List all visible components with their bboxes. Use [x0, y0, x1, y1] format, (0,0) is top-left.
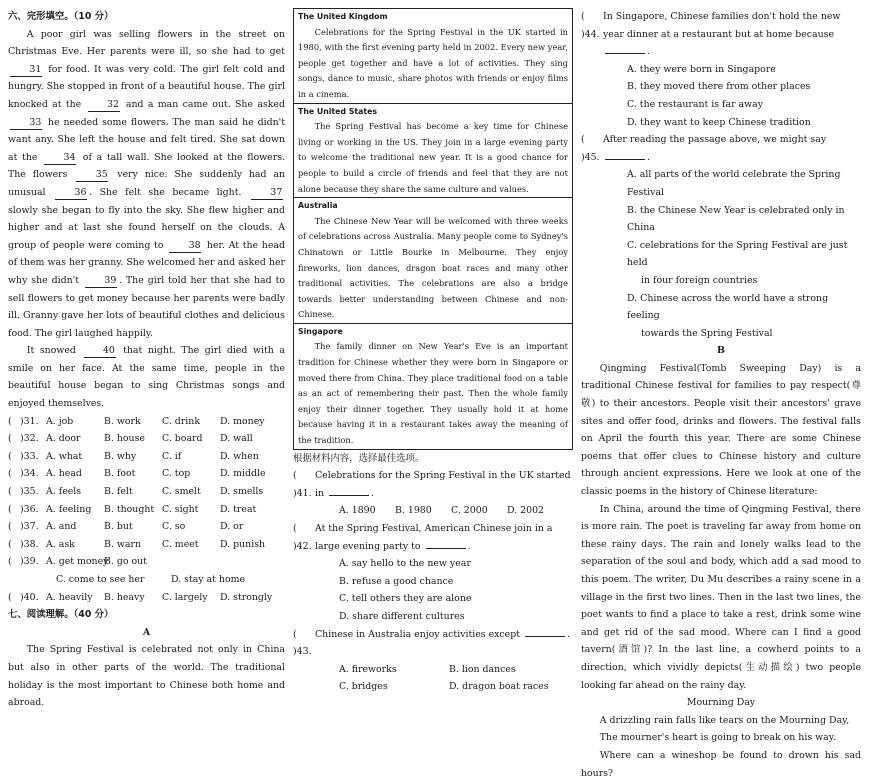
question-42: ( )42. At the Spring Festival, American Chinese join in a large evening party to . — [293, 523, 553, 552]
blank-36: 36 — [55, 186, 87, 200]
passage-text: . She felt she became light. — [89, 186, 249, 198]
blank-33: 33 — [10, 116, 42, 130]
column-middle — [293, 8, 573, 696]
blank-32: 32 — [88, 98, 120, 112]
passage-text: A poor girl was selling flowers in the street on Christmas Eve. Her parents were ill, so she had to get — [8, 28, 285, 58]
passage-a-label: A — [142, 626, 151, 638]
question-44: ( )44. In Singapore, Chinese families don't hold the new year dinner at a restaurant but at home because . — [581, 11, 841, 58]
question-39-cd: C. come to see her D. stay at home — [56, 574, 246, 585]
q45-option-c: C. celebrations for the Spring Festival are just held — [627, 239, 848, 269]
section-7-title: 七、阅读理解。（40 分） — [8, 609, 114, 621]
poem-line-1: A drizzling rain falls like tears on the Mourning Day, — [599, 714, 850, 726]
blank-31: 31 — [10, 63, 42, 77]
q42-option-a: A. say hello to the new year — [339, 558, 471, 570]
question-33: ( )33. A. what B. why C. if D. when — [8, 450, 259, 462]
question-38: ( )38. A. ask B. warn C. meet D. punish — [8, 538, 266, 550]
passage-text: that night. The girl died with a smile on her face. At the same time, people in the beautiful house began to sing Christmas songs and enjoyed themselves. — [8, 345, 285, 410]
passage-text: It snowed — [26, 345, 82, 357]
country-box — [293, 8, 573, 450]
passage-a-intro: The Spring Festival is celebrated not only in China but also in other parts of the world. The traditional holiday is the most important to Chinese both home and abroad. — [8, 644, 285, 709]
question-36: ( )36. A. feeling B. thought C. sight D. treat — [8, 503, 257, 515]
q45-option-d: D. Chinese across the world have a strong feeling — [627, 292, 829, 322]
column-left — [8, 8, 285, 712]
question-45: ( )45. After reading the passage above, we might say . — [581, 134, 827, 163]
cloze-passage-p1 — [8, 26, 285, 343]
q45-option-c-cont: in four foreign countries — [641, 274, 758, 286]
box-uk: The United Kingdom Celebrations for the Spring Festival in the UK started in 1980, with the first evening party held in 2002. Every new year, people get together and have a lot of activities. They sing songs, dance to music, share photos with friends or enjoy films in a cinema. — [294, 9, 572, 104]
q42-option-c: C. tell others they are alone — [339, 593, 472, 605]
question-41-options: A. 1890 B. 1980 C. 2000 D. 2002 — [339, 505, 545, 517]
passage-text: and a man came out. She asked — [121, 98, 285, 110]
q44-option-c: C. the restaurant is far away — [627, 98, 764, 110]
passage-text: . The girl told her that she had to sell flowers to get money because her parents were badly ill. Granny gave her lots of beautiful clothes and delicious food. The girl laughed happily. — [8, 274, 285, 339]
cloze-options — [8, 413, 285, 554]
passage-text: he needed some flowers. The man said he didn't want any. She left the house and felt tired. She sat down at the — [8, 116, 285, 163]
box-singapore: Singapore The family dinner on New Year's Eve is an important tradition for Chinese whether they were born in Singapore or moved there from China. They place traditional food on a table as an act of remembering their past. Then the whole family enjoy their dinner together. They usually hold it at home because having it in a restaurant takes away the meaning of the tradition. — [298, 326, 568, 446]
box-us: The United States The Spring Festival has become a key time for Chinese living or working in the US. They join in a large evening party to welcome the traditional new year. It is a good chance for people to build a circle of friends and feel that they are not alone because they share the same culture and values. — [294, 104, 572, 199]
question-32: ( )32. A. door B. house C. board D. wall — [8, 433, 253, 445]
blank-34: 34 — [44, 151, 76, 165]
section-6-title: 六、完形填空。（10 分） — [8, 11, 114, 22]
q42-option-d: D. share different cultures — [339, 610, 465, 622]
blank-40: 40 — [84, 344, 116, 358]
question-37: ( )37. A. and B. but C. so D. or — [8, 521, 244, 533]
question-43-options-ab: A. fireworks B. lion dances — [339, 663, 516, 675]
box-australia: Australia The Chinese New Year will be welcomed with three weeks of celebrations across Australia. Many people come to Sydney's Chinatown or Little Bourke in Melbourne. They enjoy fireworks, lion dances, dragon boat races and many other traditional activities. The celebrations are also a bridge towards better understanding between Chinese and non-Chinese. — [294, 198, 572, 324]
blank-37: 37 — [251, 186, 283, 200]
passage-text: her. At the head of them was her granny. She welcomed her and asked her why she didn't — [8, 239, 285, 286]
blank-39: 39 — [85, 274, 117, 288]
passage-text: very nice. She suddenly had an unusual — [8, 169, 285, 198]
question-43: ( )43. Chinese in Australia enjoy activities except . — [293, 628, 570, 658]
q44-option-a: A. they were born in Singapore — [627, 63, 776, 75]
poem-title: Mourning Day — [686, 697, 756, 709]
question-31: ( )31. A. job B. work C. drink D. money — [8, 415, 265, 427]
instruction: 根据材料内容，选择最佳选项。 — [293, 452, 425, 464]
q44-option-d: D. they want to keep Chinese tradition — [627, 116, 811, 128]
cloze-passage-p2 — [8, 342, 285, 412]
blank-35: 35 — [76, 168, 108, 182]
question-34: ( )34. A. head B. foot C. top D. middle — [8, 468, 266, 480]
passage-b-p2: In China, around the time of Qingming Festival, there is more rain. The poet is traveling far away from home on these rainy days. The rain and lonely walks lead to the separation of the soul and body, which add a sad mood to this poem. The writer, Du Mu describes a rainy scene in a village in the first two lines. Then in the last two lines, the poet wants to find a place to take a rest, drink some wine and get rid of the sad mood. Where can I find a good tavern(酒馆)? In the last line, a cowherd points to a direction, which vividly depicts(生动描绘) two people looking far ahead on the rainy day. — [581, 503, 861, 691]
passage-b-label: B — [717, 345, 725, 357]
passage-text: for food. It was very cold. The girl felt cold and hungry. She stopped in front of a beautiful house. The girl knocked at the — [8, 63, 285, 110]
question-40: ( )40. A. heavily B. heavy C. largely D. strongly — [8, 591, 273, 603]
question-41: ( )41. Celebrations for the Spring Festival in the UK started in . — [293, 470, 571, 499]
q45-option-d-cont: towards the Spring Festival — [641, 327, 773, 339]
column-right — [581, 8, 861, 782]
passage-text: slowly she began to fly into the sky. She flew higher and higher and at last she found herself on the clouds. A group of people were coming to — [8, 204, 285, 251]
blank-38: 38 — [169, 239, 201, 253]
q45-option-a: A. all parts of the world celebrate the Spring Festival — [627, 169, 841, 198]
passage-text: of a tall wall. She looked at the flowers. The flowers — [8, 151, 285, 181]
q42-option-b: B. refuse a good chance — [339, 575, 454, 587]
question-39: ( )39. A. get money B. go out — [8, 556, 147, 568]
q45-option-b: B. the Chinese New Year is celebrated only in China — [627, 204, 845, 234]
passage-b-p1: Qingming Festival(Tomb Sweeping Day) is a traditional Chinese festival for families to pay respect(尊敬) to their ancestors. People visit their ancestors' grave sites and offer food, drinks and flowers. The festival falls on April the fourth this year. There are some Chinese poems that offer clues to Chinese history and culture through ancient expressions. Here we look at one of the classic poems in the history of Chinese literature: — [581, 362, 861, 498]
q44-option-b: B. they moved there from other places — [627, 81, 811, 93]
question-35: ( )35. A. feels B. felt C. smelt D. smells — [8, 486, 264, 498]
poem-line-2: The mourner's heart is going to break on his way. — [599, 732, 836, 744]
question-43-options-cd: C. bridges D. dragon boat races — [339, 681, 549, 693]
poem-line-3: Where can a wineshop be found to drown his sad hours? — [581, 749, 861, 779]
